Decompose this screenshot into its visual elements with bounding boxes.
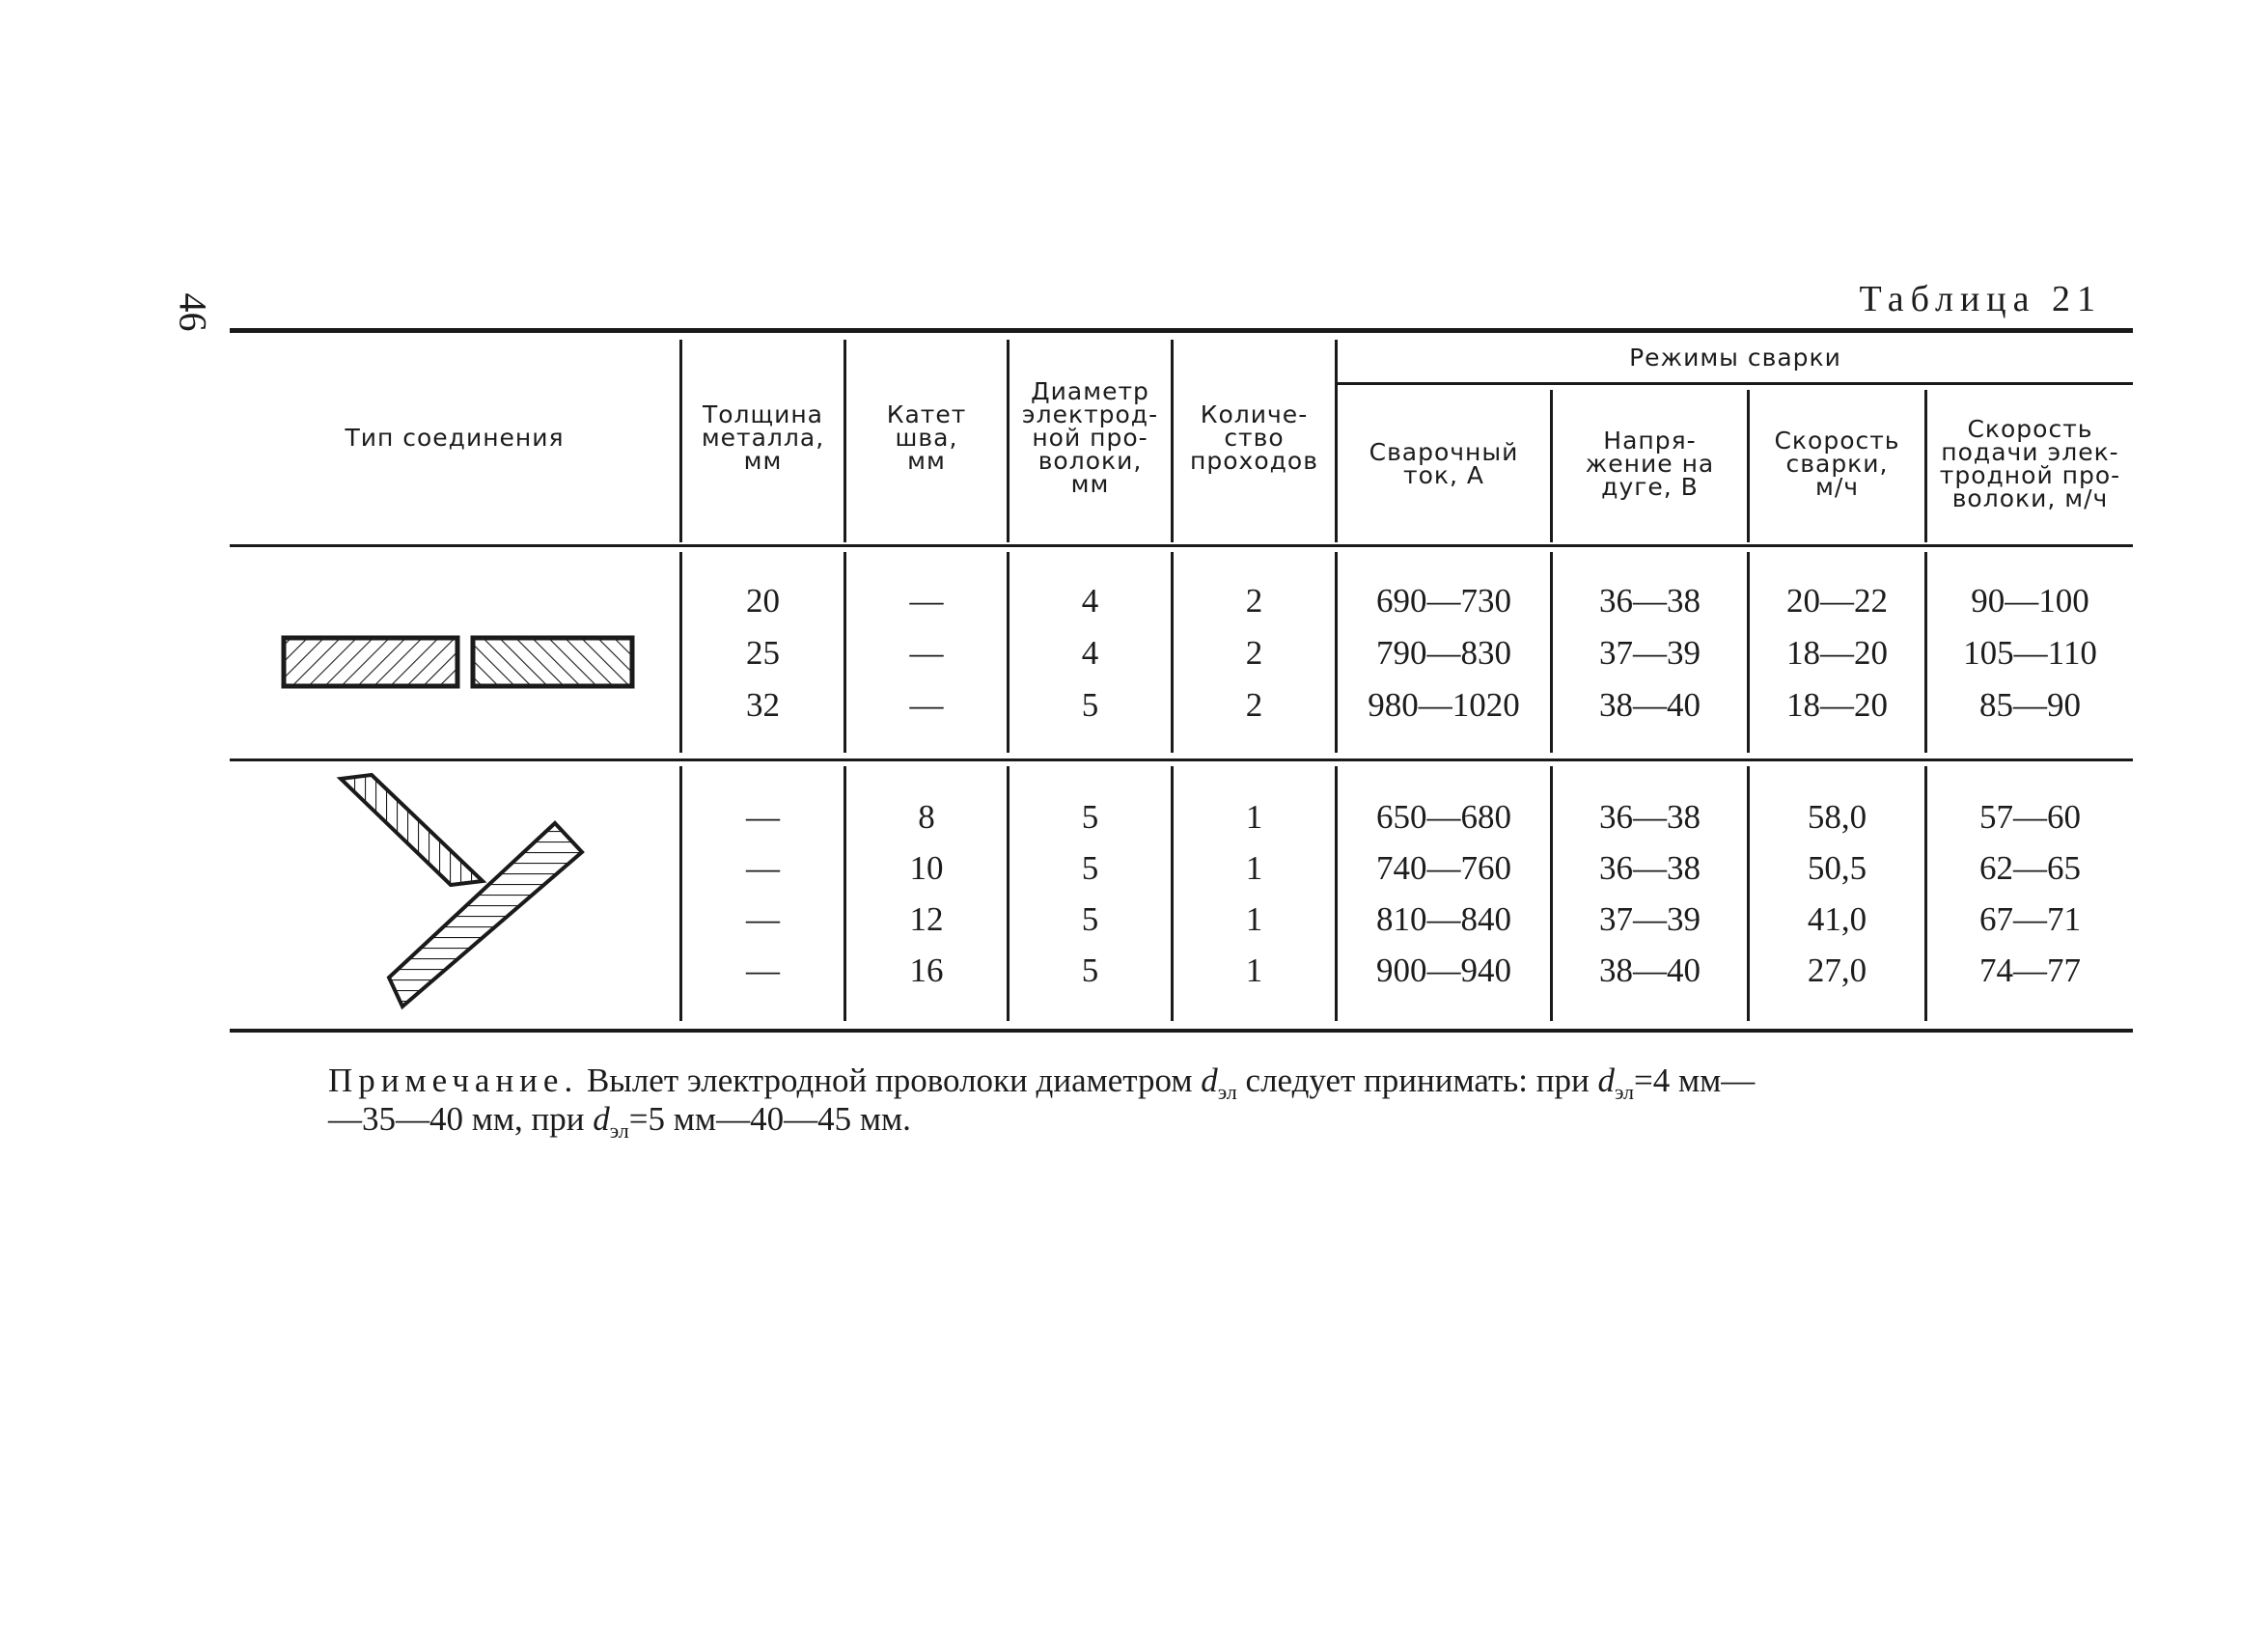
cell-leg: —: [909, 686, 944, 724]
cell-diameter: 4: [1081, 582, 1099, 620]
cell-feed: 105—110: [1963, 634, 2097, 672]
cell-voltage: 36—38: [1599, 582, 1701, 620]
note-text: =5 мм—40—45 мм.: [628, 1100, 911, 1138]
cell-voltage: 38—40: [1599, 951, 1701, 989]
cell-diameter: 5: [1081, 849, 1099, 887]
cell-feed: 57—60: [1979, 798, 2081, 836]
cell-feed: 90—100: [1971, 582, 2089, 620]
cell-current: 900—940: [1376, 951, 1511, 989]
cell-passes: 1: [1245, 798, 1263, 836]
cell-feed: 74—77: [1979, 951, 2081, 989]
note-subscript: эл: [1614, 1080, 1634, 1104]
table-top-rule: [230, 328, 2133, 333]
cell-thickness: 25: [746, 634, 780, 672]
cell-passes: 2: [1245, 582, 1263, 620]
header-modes: Режимы сварки: [1629, 344, 1841, 372]
cell-leg: —: [909, 634, 944, 672]
cell-voltage: 36—38: [1599, 849, 1701, 887]
cell-speed: 50,5: [1807, 849, 1867, 887]
note-symbol: d: [1597, 1062, 1615, 1099]
table-note-continuation: [328, 1100, 911, 1150]
cell-current: 980—1020: [1368, 686, 1520, 724]
cell-voltage: 37—39: [1599, 900, 1701, 938]
modes-subheader-rule: [1337, 382, 2133, 385]
cell-leg: 12: [909, 900, 944, 938]
cell-thickness: —: [746, 900, 780, 938]
note-text: Вылет электродной проволоки диаметром: [578, 1062, 1202, 1099]
note-subscript: эл: [1217, 1080, 1237, 1104]
cell-voltage: 36—38: [1599, 798, 1701, 836]
fillet-joint-drawing: [333, 767, 594, 1018]
note-text: —35—40 мм, при: [328, 1100, 594, 1138]
note-heading: Примечание.: [328, 1062, 579, 1099]
group-divider-rule: [230, 758, 2133, 761]
cell-speed: 58,0: [1807, 798, 1867, 836]
cell-diameter: 5: [1081, 798, 1099, 836]
header-passes: Количе- ство проходов: [1190, 400, 1318, 475]
cell-thickness: 32: [746, 686, 780, 724]
cell-feed: 67—71: [1979, 900, 2081, 938]
cell-thickness: 20: [746, 582, 780, 620]
page-number: 46: [171, 292, 215, 332]
cell-leg: 16: [909, 951, 944, 989]
note-symbol: d: [593, 1100, 610, 1138]
header-current: Сварочный ток, А: [1369, 438, 1519, 489]
cell-passes: 1: [1245, 951, 1263, 989]
cell-voltage: 37—39: [1599, 634, 1701, 672]
note-text: следует принимать: при: [1236, 1062, 1598, 1099]
cell-passes: 2: [1245, 686, 1263, 724]
header-feed: Скорость подачи элек- тродной про- волоки, м/ч: [1939, 415, 2121, 512]
cell-speed: 27,0: [1807, 951, 1867, 989]
cell-leg: 10: [909, 849, 944, 887]
cell-diameter: 4: [1081, 634, 1099, 672]
cell-feed: 85—90: [1979, 686, 2081, 724]
note-symbol: d: [1201, 1062, 1218, 1099]
cell-thickness: —: [746, 798, 780, 836]
cell-diameter: 5: [1081, 900, 1099, 938]
butt-joint-drawing: [280, 632, 637, 690]
cell-current: 790—830: [1376, 634, 1511, 672]
cell-leg: —: [909, 582, 944, 620]
header-voltage: Напря- жение на дуге, В: [1585, 427, 1715, 501]
cell-diameter: 5: [1081, 686, 1099, 724]
cell-thickness: —: [746, 951, 780, 989]
cell-leg: 8: [918, 798, 935, 836]
table-title: Таблица 21: [1859, 279, 2102, 319]
header-joint-type: Тип соединения: [345, 424, 565, 452]
cell-current: 690—730: [1376, 582, 1511, 620]
cell-current: 650—680: [1376, 798, 1511, 836]
header-speed: Скорость сварки, м/ч: [1774, 427, 1900, 501]
cell-passes: 1: [1245, 900, 1263, 938]
cell-passes: 2: [1245, 634, 1263, 672]
header-diameter: Диаметр электрод- ной про- волоки, мм: [1021, 377, 1159, 498]
cell-speed: 41,0: [1807, 900, 1867, 938]
cell-thickness: —: [746, 849, 780, 887]
header-bottom-rule: [230, 544, 2133, 547]
cell-current: 810—840: [1376, 900, 1511, 938]
cell-speed: 18—20: [1786, 686, 1888, 724]
cell-voltage: 38—40: [1599, 686, 1701, 724]
table-bottom-rule: [230, 1029, 2133, 1033]
cell-speed: 18—20: [1786, 634, 1888, 672]
cell-current: 740—760: [1376, 849, 1511, 887]
header-leg: Катет шва, мм: [886, 400, 967, 475]
cell-feed: 62—65: [1979, 849, 2081, 887]
header-thickness: Толщина металла, мм: [701, 400, 825, 475]
note-subscript: эл: [609, 1118, 629, 1143]
cell-speed: 20—22: [1786, 582, 1888, 620]
cell-diameter: 5: [1081, 951, 1099, 989]
cell-passes: 1: [1245, 849, 1263, 887]
note-text: =4 мм—: [1633, 1062, 1756, 1099]
